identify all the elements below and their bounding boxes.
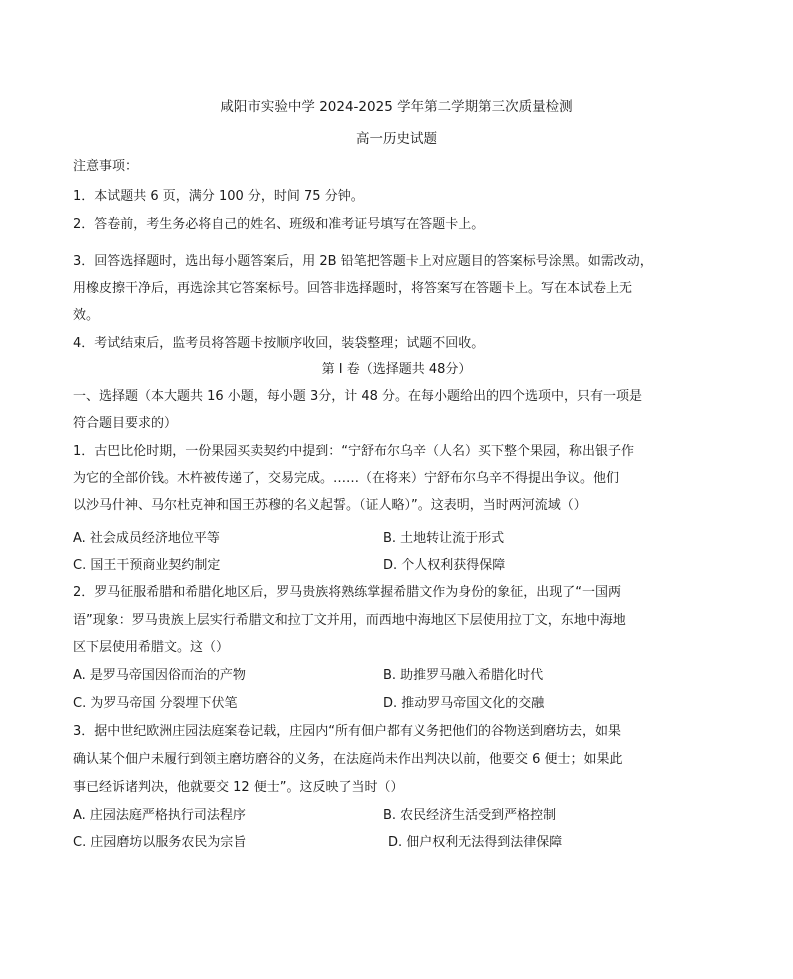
question-1-stem: 为它的全部价钱。木杵被传递了，交易完成。……（在将来）宁舒布尔乌辛不得提出争议。他们	[73, 471, 620, 486]
question-2-option-b: B. 助推罗马融入希腊化时代	[383, 668, 544, 683]
notice-item: 用橡皮擦干净后，再选涂其它答案标号。回答非选择题时，将答案写在答题卡上。写在本试卷上无	[73, 281, 633, 296]
question-1-stem: 1．古巴比伦时期，一份果园买卖契约中提到：“宁舒布尔乌辛（人名）买下整个果园，称出银子作	[73, 444, 635, 459]
question-2-stem: 2．罗马征服希腊和希腊化地区后，罗马贵族将熟练掌握希腊文作为身份的象征，出现了“一国两	[73, 585, 622, 600]
exam-title: 咸阳市实验中学 2024-2025 学年第二学期第三次质量检测	[220, 99, 573, 115]
question-1-option-a: A. 社会成员经济地位平等	[73, 531, 220, 546]
question-2-option-d: D. 推动罗马帝国文化的交融	[383, 696, 545, 711]
question-2-stem: 区下层使用希腊文。这（）	[73, 640, 230, 655]
section-title: 第 I 卷（选择题共 48分）	[321, 362, 472, 377]
question-2-option-a: A. 是罗马帝国因俗而治的产物	[73, 668, 246, 683]
notice-item: 效。	[73, 308, 100, 323]
question-1-option-d: D. 个人权利获得保障	[383, 558, 506, 573]
exam-subtitle: 高一历史试题	[356, 131, 437, 147]
question-1-stem: 以沙马什神、马尔杜克神和国王苏穆的名义起誓。（证人略）”。这表明，当时两河流域（）	[73, 498, 587, 513]
notice-item: 3．回答选择题时，选出每小题答案后，用 2B 铅笔把答题卡上对应题目的答案标号涂黑。如需改动，	[73, 254, 653, 269]
question-3-stem: 确认某个佃户未履行到领主磨坊磨谷的义务，在法庭尚未作出判决以前，他要交 6 便士；如果此	[73, 752, 623, 767]
notice-item: 1．本试题共 6 页，满分 100 分，时间 75 分钟。	[73, 189, 364, 204]
question-3-option-c: C. 庄园磨坊以服务农民为宗旨	[73, 835, 247, 850]
notice-heading: 注意事项：	[73, 159, 139, 174]
question-3-stem: 事已经诉诸判决，他就要交 12 便士”。这反映了当时（）	[73, 780, 404, 795]
question-3-stem: 3．据中世纪欧洲庄园法庭案卷记载，庄园内“所有佃户都有义务把他们的谷物送到磨坊去，如果	[73, 724, 622, 739]
question-3-option-a: A. 庄园法庭严格执行司法程序	[73, 808, 246, 823]
question-2-stem: 语”现象：罗马贵族上层实行希腊文和拉丁文并用，而西地中海地区下层使用拉丁文，东地中海地	[73, 613, 626, 628]
section-intro: 一、选择题（本大题共 16 小题，每小题 3分，计 48 分。在每小题给出的四个选项中，只有一项是	[73, 389, 643, 404]
question-3-option-b: B. 农民经济生活受到严格控制	[383, 808, 557, 823]
question-3-option-d: D. 佃户权利无法得到法律保障	[388, 835, 563, 850]
question-1-option-c: C. 国王干预商业契约制定	[73, 558, 221, 573]
notice-item: 4．考试结束后，监考员将答题卡按顺序收回，装袋整理；试题不回收。	[73, 336, 485, 351]
question-2-option-c: C. 为罗马帝国 分裂埋下伏笔	[73, 696, 238, 711]
question-1-option-b: B. 土地转让流于形式	[383, 531, 505, 546]
section-intro: 符合题目要求的）	[73, 416, 178, 431]
notice-item: 2．答卷前，考生务必将自己的姓名、班级和准考证号填写在答题卡上。	[73, 217, 485, 232]
